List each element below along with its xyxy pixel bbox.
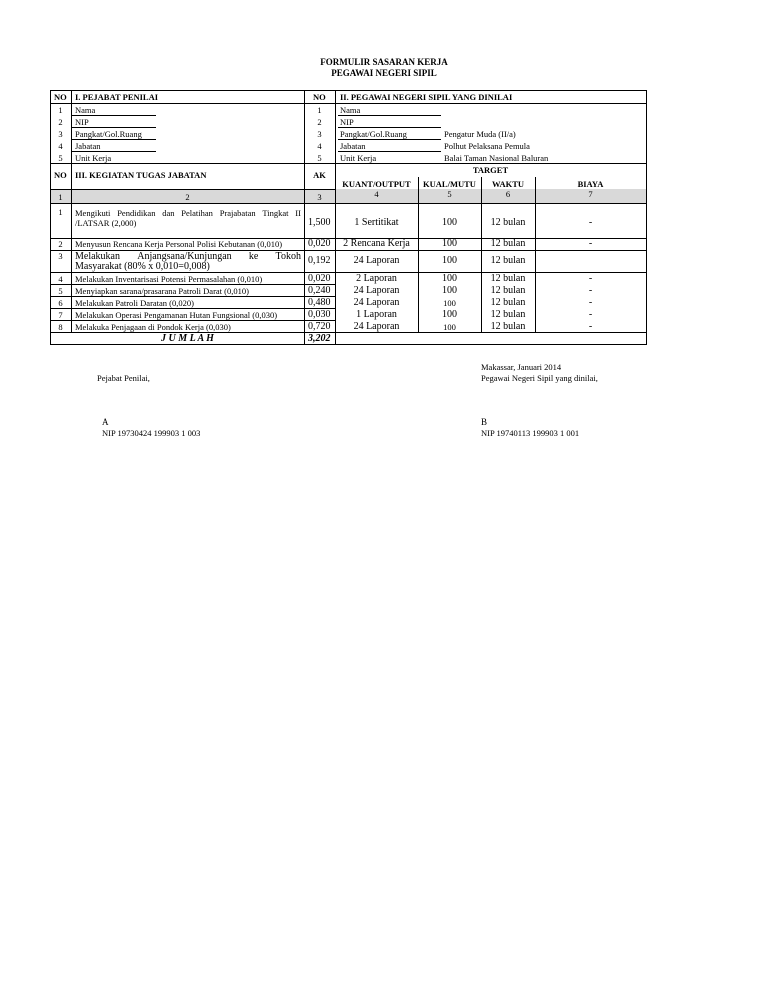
activity-text: Melakukan Inventarisasi Potensi Permasalahan (0,010) [75,274,263,284]
activity-ak: 0,480 [308,297,331,308]
activity-biaya: - [588,273,593,284]
form-subtitle: PEGAWAI NEGERI SIPIL [331,68,437,78]
kuant-header: KUANT/OUTPUT [342,179,411,189]
section3-header: III. KEGIATAN TUGAS JABATAN [75,170,207,180]
target-header: TARGET [472,165,509,175]
colnum: 7 [588,189,593,199]
activity-kual: 100 [442,309,457,320]
s2-row-label: Nama [340,105,361,115]
activity-no: 2 [58,239,63,249]
s1-row-no: 1 [58,105,63,115]
s1-row-label: Nama [75,105,96,115]
activity-no: 1 [58,207,63,217]
left-signer-role: Pejabat Penilai, [97,373,150,383]
activity-text-2: /LATSAR (2,000) [75,218,137,228]
jumlah-label: J U M L A H [161,333,214,344]
colnum: 4 [374,189,379,199]
s1-row-label: Jabatan [75,141,101,151]
s2-row-no: 2 [317,117,322,127]
section1-no-header: NO [54,92,67,102]
section2-no-header: NO [313,92,326,102]
activity-waktu: 12 bulan [490,297,526,308]
activity-kual: 100 [442,255,457,266]
right-signer-role: Pegawai Negeri Sipil yang dinilai, [481,373,598,383]
place-date: Makassar, Januari 2014 [481,362,562,372]
form-title: FORMULIR SASARAN KERJA [320,57,448,67]
s1-row-label: Pangkat/Gol.Ruang [75,129,142,139]
activity-no: 8 [58,322,63,332]
activity-text: Melakukan Operasi Pengamanan Hutan Fungsional (0,030) [75,310,278,320]
activity-ak: 0,020 [308,273,331,284]
activity-waktu: 12 bulan [490,273,526,284]
activity-kuant: 1 Laporan [356,309,397,320]
activity-kuant: 24 Laporan [353,285,400,296]
activity-text: Menyusun Rencana Kerja Personal Polisi Kebutanan (0,010) [75,239,283,249]
s2-row-value: Polhut Pelaksana Pemula [444,141,530,151]
activity-text: Mengikuti Pendidikan dan Pelatihan Prajabatan Tingkat II [75,208,301,218]
activity-kual: 100 [442,285,457,296]
activity-waktu: 12 bulan [490,285,526,296]
s2-row-label: NIP [340,117,354,127]
activity-kuant: 1 Sertitikat [354,217,399,228]
right-signer-name: B [481,417,488,427]
s2-row-no: 3 [317,129,322,139]
s1-row-no: 2 [58,117,63,127]
colnum: 3 [317,192,322,202]
activity-kuant: 24 Laporan [353,321,400,332]
s2-row-label: Unit Kerja [340,153,377,163]
activity-waktu: 12 bulan [490,321,526,332]
activity-text: Menyiapkan sarana/prasarana Patroli Darat (0,010) [75,286,249,296]
s2-row-no: 1 [317,105,322,115]
section1-header: I. PEJABAT PENILAI [75,92,159,102]
activity-ak: 0,192 [308,255,331,266]
activity-kual: 100 [442,217,457,228]
waktu-header: WAKTU [491,179,525,189]
s2-row-no: 5 [317,153,322,163]
activity-waktu: 12 bulan [490,309,526,320]
activity-ak: 0,020 [308,238,331,249]
activity-biaya: - [588,238,593,249]
activity-kuant: 2 Laporan [356,273,397,284]
jumlah-value: 3,202 [308,333,331,344]
section3-no-header: NO [54,170,67,180]
s1-row-label: Unit Kerja [75,153,112,163]
s2-row-value: Balai Taman Nasional Baluran [444,153,549,163]
s2-row-label: Pangkat/Gol.Ruang [340,129,407,139]
activity-kual: 100 [442,273,457,284]
activity-no: 3 [58,251,63,261]
s1-row-no: 5 [58,153,63,163]
s1-row-no: 3 [58,129,63,139]
activity-no: 7 [58,310,63,320]
activity-biaya: - [588,217,593,228]
left-signer-nip: NIP 19730424 199903 1 003 [102,428,201,438]
activity-ak: 1,500 [308,217,331,228]
activity-kuant: 2 Rencana Kerja [343,238,410,249]
activity-waktu: 12 bulan [490,217,526,228]
s1-row-no: 4 [58,141,63,151]
activity-kual: 100 [443,322,456,332]
colnum: 2 [185,192,190,202]
activity-no: 6 [58,298,63,308]
biaya-header: BIAYA [577,179,604,189]
ak-header: AK [313,170,326,180]
right-signer-nip: NIP 19740113 199903 1 001 [481,428,580,438]
activity-biaya: - [588,297,593,308]
activity-ak: 0,030 [308,309,331,320]
activity-kual: 100 [442,238,457,249]
activity-ak: 0,240 [308,285,331,296]
left-signer-name: A [102,417,109,427]
colnum: 6 [505,189,511,199]
kual-header: KUAL/MUTU [423,179,476,189]
colnum: 1 [58,192,63,202]
activity-text: Melakukan Anjangsana/Kunjungan ke Tokoh [75,251,301,262]
activity-no: 5 [58,286,63,296]
activity-biaya: - [588,321,593,332]
activity-text-2: Masyarakat (80% x 0,010=0,008) [75,261,210,272]
activity-text: Melakuka Penjagaan di Pondok Kerja (0,030) [75,322,231,332]
activity-kual: 100 [443,298,456,308]
activity-kuant: 24 Laporan [353,255,400,266]
activity-biaya: - [588,309,593,320]
activity-no: 4 [58,274,63,284]
s2-row-label: Jabatan [340,141,366,151]
activity-text: Melakukan Patroli Daratan (0,020) [75,298,194,308]
s2-row-value: Pengatur Muda (II/a) [444,129,516,139]
s1-row-label: NIP [75,117,89,127]
activity-waktu: 12 bulan [490,238,526,249]
activity-kuant: 24 Laporan [353,297,400,308]
activity-ak: 0,720 [308,321,331,332]
activity-biaya: - [588,285,593,296]
s2-row-no: 4 [317,141,322,151]
section2-header: II. PEGAWAI NEGERI SIPIL YANG DINILAI [340,92,513,102]
colnum: 5 [447,189,452,199]
activity-waktu: 12 bulan [490,255,526,266]
